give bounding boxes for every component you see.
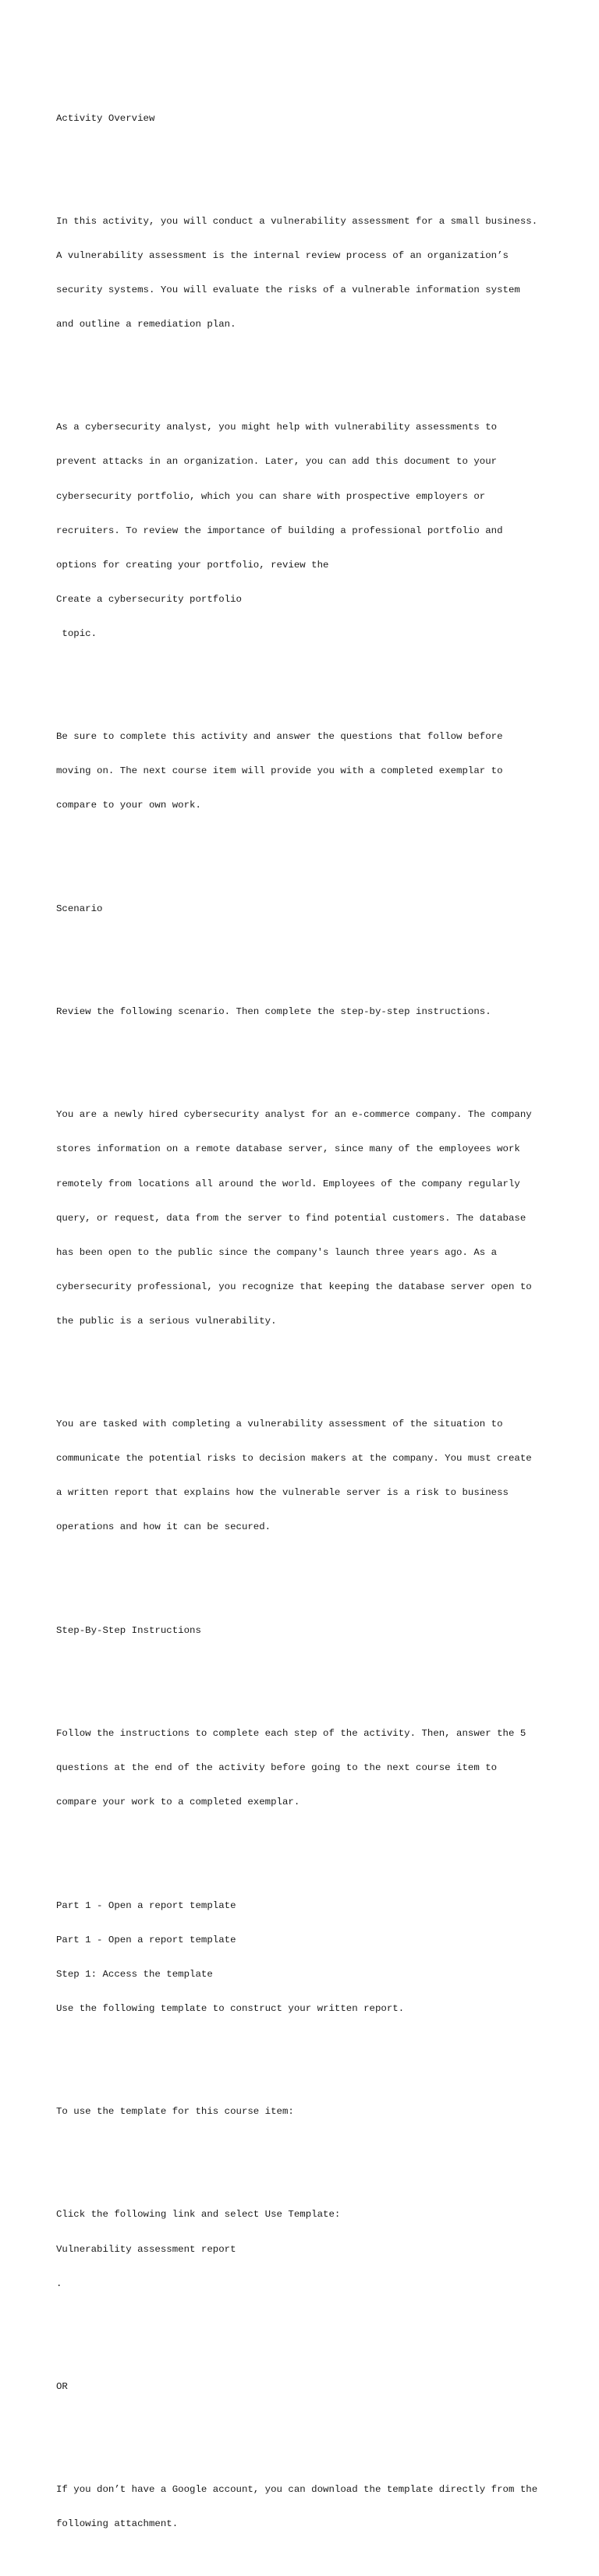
paragraph-download bbox=[56, 2461, 594, 2553]
text-line: questions at the end of the activity before going to the next course item to bbox=[56, 1762, 498, 1774]
text-line: OR bbox=[56, 2380, 68, 2392]
text-line: Activity Overview bbox=[56, 112, 155, 124]
text-line: topic. bbox=[56, 627, 97, 639]
text-line: following attachment. bbox=[56, 2518, 179, 2530]
heading-activity-overview bbox=[56, 90, 594, 147]
paragraph-portfolio bbox=[56, 399, 594, 663]
text-line: and outline a remediation plan. bbox=[56, 319, 236, 330]
heading-step-by-step bbox=[56, 1602, 594, 1659]
text-line: To use the template for this course item: bbox=[56, 2106, 294, 2118]
text-line: compare your work to a completed exemplar. bbox=[56, 1797, 300, 1808]
text-line: cybersecurity portfolio, which you can share with prospective employers or bbox=[56, 490, 486, 502]
text-line: remotely from locations all around the world. Employees of the company regularly bbox=[56, 1178, 520, 1189]
text-line: You are a newly hired cybersecurity analyst for an e-commerce company. The company bbox=[56, 1109, 532, 1121]
paragraph-complete-activity bbox=[56, 708, 594, 835]
paragraph-or bbox=[56, 2359, 594, 2416]
text-line: query, or request, data from the server to find potential customers. The database bbox=[56, 1212, 526, 1224]
paragraph-use-template bbox=[56, 2083, 594, 2141]
text-line: stores information on a remote database server, since many of the employees work bbox=[56, 1143, 520, 1155]
text-line: . bbox=[56, 2277, 62, 2289]
text-line: You are tasked with completing a vulnerability assessment of the situation to bbox=[56, 1419, 503, 1430]
text-line: Use the following template to construct your written report. bbox=[56, 2002, 405, 2014]
text-line: If you don’t have a Google account, you can download the template directly from the bbox=[56, 2484, 538, 2496]
text-line: Step-By-Step Instructions bbox=[56, 1624, 201, 1636]
paragraph-scenario-details bbox=[56, 1087, 594, 1350]
document-body bbox=[56, 55, 594, 2576]
text-line: Scenario bbox=[56, 903, 103, 914]
text-line: cybersecurity professional, you recognize that keeping the database server open to bbox=[56, 1281, 532, 1292]
paragraph-follow-instructions bbox=[56, 1705, 594, 1832]
text-line: Review the following scenario. Then complete the step-by-step instructions. bbox=[56, 1006, 491, 1018]
text-line: the public is a serious vulnerability. bbox=[56, 1315, 277, 1327]
text-line: compare to your own work. bbox=[56, 800, 201, 811]
text-line: operations and how it can be secured. bbox=[56, 1521, 271, 1533]
text-line: Follow the instructions to complete each step of the activity. Then, answer the 5 bbox=[56, 1728, 526, 1740]
text-line: prevent attacks in an organization. Later, you can add this document to your bbox=[56, 456, 498, 468]
text-line: Step 1: Access the template bbox=[56, 1968, 213, 1980]
text-line: As a cybersecurity analyst, you might help with vulnerability assessments to bbox=[56, 422, 498, 433]
section-part-1 bbox=[56, 1877, 594, 2037]
text-line: a written report that explains how the vulnerable server is a risk to business bbox=[56, 1487, 509, 1499]
text-line: In this activity, you will conduct a vulnerability assessment for a small business. bbox=[56, 215, 538, 227]
text-line: has been open to the public since the company's launch three years ago. As a bbox=[56, 1246, 498, 1258]
paragraph-intro bbox=[56, 193, 594, 353]
text-line: recruiters. To review the importance of building a professional portfolio and bbox=[56, 525, 503, 536]
vulnerability-report-link[interactable]: Vulnerability assessment report bbox=[56, 2243, 236, 2255]
text-line: Part 1 - Open a report template bbox=[56, 1934, 236, 1945]
paragraph-click-link bbox=[56, 2186, 594, 2313]
paragraph-task bbox=[56, 1396, 594, 1557]
text-line: communicate the potential risks to decision makers at the company. You must create bbox=[56, 1453, 532, 1465]
heading-scenario bbox=[56, 880, 594, 938]
text-line: moving on. The next course item will provide you with a completed exemplar to bbox=[56, 765, 503, 777]
text-line: A vulnerability assessment is the internal review process of an organization’s bbox=[56, 249, 509, 261]
portfolio-topic-link[interactable]: Create a cybersecurity portfolio bbox=[56, 593, 242, 605]
text-line: Part 1 - Open a report template bbox=[56, 1899, 236, 1911]
text-line: options for creating your portfolio, review the bbox=[56, 559, 329, 571]
paragraph-review-scenario bbox=[56, 984, 594, 1041]
text-line: Click the following link and select Use Template: bbox=[56, 2209, 341, 2221]
text-line: Be sure to complete this activity and answer the questions that follow before bbox=[56, 731, 503, 743]
text-line: security systems. You will evaluate the risks of a vulnerable information system bbox=[56, 284, 520, 295]
